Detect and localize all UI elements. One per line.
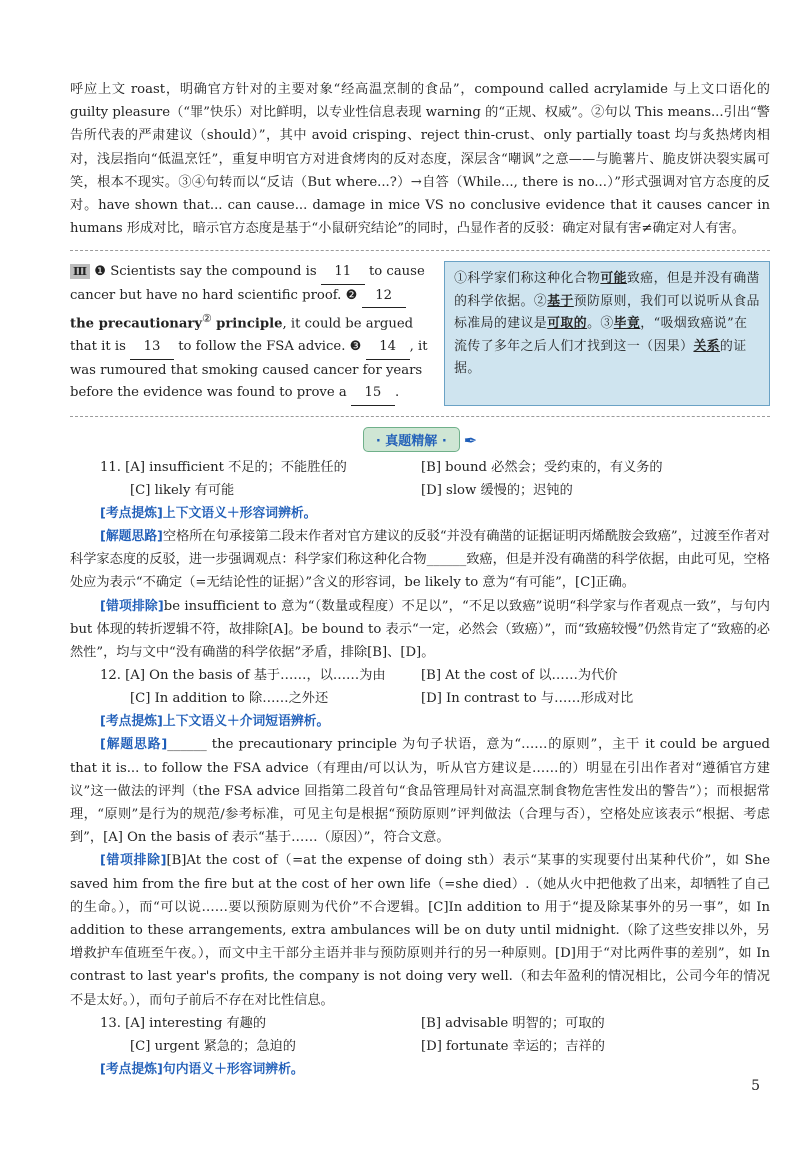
- q12-option-d: [D] In contrast to 与……形成对比: [421, 691, 634, 707]
- sentence-1: ❶ Scientists say the compound is: [94, 264, 317, 280]
- keypoint-text: 上下文语义＋形容词辨析。: [162, 505, 317, 521]
- blank-12: 12: [362, 285, 406, 309]
- blank-13: 13: [130, 336, 174, 360]
- trans-2-key: 基于: [547, 293, 574, 309]
- trans-1-key: 可能: [600, 271, 627, 287]
- translation-box: [444, 261, 770, 405]
- label: [错项排除]: [100, 598, 164, 614]
- precautionary-word: the precautionary: [70, 316, 203, 332]
- divider: [70, 250, 770, 251]
- q11-options: [70, 456, 770, 502]
- label: [考点提炼]: [100, 1061, 163, 1077]
- q13-option-b: [B] advisable 明智的；可取的: [421, 1015, 605, 1031]
- trans-1: ①科学家们称这种化合物: [454, 271, 601, 287]
- passage-section: [70, 261, 770, 405]
- keypoint-text: 句内语义＋形容词辨析。: [162, 1061, 304, 1077]
- q12-option-c: [C] In addition to 除……之外还: [130, 691, 329, 707]
- q11-option-d: [D] slow 缓慢的；迟钝的: [421, 482, 573, 498]
- sentence-2-marker: ❷: [345, 287, 358, 303]
- sentence-1-end: to cause cancer but have no hard scientific proof.: [70, 264, 425, 303]
- sentence-2-end: to follow the FSA advice.: [178, 339, 346, 355]
- trans-5: 的证据。: [454, 338, 747, 377]
- q11-option-b: [B] bound 必然会；受约束的，有义务的: [421, 459, 663, 475]
- q11-keypoint: [70, 502, 770, 525]
- trans-2: 预防原则，我们可以说听从食品标准局的建议是: [454, 293, 760, 332]
- divider: [70, 416, 770, 417]
- passage-text: [70, 261, 430, 405]
- section-title-bar: [70, 427, 770, 452]
- q13-option-a: 13. [A] interesting 有趣的: [100, 1015, 267, 1031]
- sentence-3-end: .: [394, 385, 400, 401]
- q13-options: [70, 1012, 770, 1058]
- sentence-3-marker: ❸: [349, 339, 362, 355]
- trans-4-key: 毕竟: [613, 316, 641, 332]
- q13-option-c: [C] urgent 紧急的；急迫的: [130, 1038, 296, 1054]
- wrong-text: [B]At the cost of（=at the expense of doing sth）表示“某事的实现要付出某种代价”，如 She saved him from the fire but at the cost of her own life（=she died）.（她从火中把他救了出来，却牺牲了自己的生命。），而“可以说……要以预防原则为代价”不合逻辑。[C]In addition to 用于“提及除某事外的另一事”，如 In addition to these arrangements, extra ambulances will be on duty until midnight.（除了这些安排以外，另增救护车值班至午夜。），而文中主干部分主语并非与预防原则并行的另一种原则。[D]用于“对比两件事的差别”，如 In contrast to last year's profits, the company is not doing very well.（和去年盈利的情况相比，公司今年的情况不是太好。），而句子前后不存在对比性信息。: [70, 853, 770, 1008]
- q12-solution: [70, 733, 770, 849]
- label: [考点提炼]: [100, 505, 163, 521]
- q11-wrong-options: [70, 595, 770, 665]
- q11-option-a: 11. [A] insufficient 不足的；不能胜任的: [100, 459, 347, 475]
- keypoint-text: 上下文语义＋介词短语辨析。: [162, 714, 330, 730]
- blank-11: 11: [321, 261, 365, 285]
- trans-3: 。③: [587, 316, 614, 332]
- q12-keypoint: [70, 710, 770, 733]
- q13-option-d: [D] fortunate 幸运的；吉祥的: [421, 1038, 605, 1054]
- q12-options: [70, 664, 770, 710]
- intro-paragraph: 呼应上文 roast，明确官方针对的主要对象“经高温烹制的食品”，compound called acrylamide 与上文口语化的 guilty pleasure（“罪”快乐）对比鲜明，以专业性信息表现 warning 的“正规、权威”。②句以 This means...引出“警告所代表的严肃建议（should）”，其中 avoid crisping、reject thin-crust、only partially toast 均与炙热烤肉相对，浅层指向“低温烹饪”，重复申明官方对进食烤肉的反对态度，深层含“嘲讽”之意——与脆薯片、脆皮饼决裂实属可笑，根本不现实。③④句转而以“反诘（But where...?）→自答（While..., there is no...）”形式强调对官方态度的反对。have shown that... can cause... damage in mice VS no conclusive evidence that it causes cancer in humans 形成对比，暗示官方态度是基于“小鼠研究结论”的同时，凸显作者的反驳：确定对鼠有害≠确定对人有害。: [70, 82, 770, 237]
- section-label: Ⅲ: [70, 264, 90, 279]
- label: [错项排除]: [100, 853, 167, 869]
- page-content: [70, 78, 770, 1081]
- trans-4: ，“吸烟致癌说”在流传了多年之后人们才找到这一（因果）: [454, 316, 748, 354]
- q11-solution: [70, 525, 770, 595]
- label: [解题思路]: [100, 529, 163, 545]
- q12-option-b: [B] At the cost of 以……为代价: [421, 668, 618, 684]
- label: [解题思路]: [100, 737, 168, 753]
- pen-icon: ✒: [463, 430, 478, 450]
- trans-5-key: 关系: [693, 338, 721, 354]
- section-title: · 真题精解 ·: [363, 427, 460, 452]
- page-number: 5: [751, 1078, 760, 1094]
- trans-1b: 致癌，但是并没有确凿的科学依据。②: [454, 271, 760, 309]
- solution-text: ______ the precautionary principle 为句子状语，意为“……的原则”，主干 it could be argued that it is... to follow the FSA advice（有理由/可以认为，听从官方建议是……的）明显在引出作者对“遵循官方建议”这一做法的评判（the FSA advice 回指第二段首句“食品管理局针对高温烹制食物危害性发出的警告”）；而根据常理，“原则”是行为的规范/参考标准，可见主句是根据“预防原则”评判做法（合理与否），空格处应该表示“根据、考虑到”，[A] On the basis of 表示“基于……（原因）”，符合文意。: [70, 737, 770, 846]
- q13-keypoint: [70, 1058, 770, 1081]
- q12-option-a: 12. [A] On the basis of 基于……，以……为由: [100, 668, 386, 684]
- solution-text: 空格所在句承接第二段末作者对官方建议的反驳“并没有确凿的证据证明丙烯酰胺会致癌”，过渡至作者对科学家态度的反驳，进一步强调观点：科学家们称这种化合物______致癌，但是并没有确凿的科学依据，由此可见，空格处应为表示“不确定（=无结论性的证据）”含义的形容词，be likely to 意为“有可能”，[C]正确。: [70, 529, 770, 591]
- sentence-3: , it was rumoured that smoking caused cancer for years before the evidence was found to prove a: [70, 339, 428, 401]
- blank-14: 14: [366, 336, 410, 360]
- wrong-text: be insufficient to 意为“（数量或程度）不足以”，“不足以致癌”说明“科学家与作者观点一致”，与句内 but 体现的转折逻辑不符，故排除[A]。be bound to 表示“一定，必然会（致癌）”，而“致癌较慢”仍然肯定了“致癌的必然性”，均与文中“没有确凿的科学依据”矛盾，排除[B]、[D]。: [70, 598, 770, 661]
- principle-word: principle: [216, 316, 283, 332]
- sentence-2: , it could be argued that it is: [70, 316, 414, 355]
- q12-wrong-options: [70, 849, 770, 1011]
- footnote-mark: ②: [202, 312, 212, 326]
- trans-3-key: 可取的: [547, 316, 588, 332]
- q11-option-c: [C] likely 有可能: [130, 482, 235, 498]
- blank-15: 15: [351, 382, 395, 406]
- label: [考点提炼]: [100, 714, 163, 730]
